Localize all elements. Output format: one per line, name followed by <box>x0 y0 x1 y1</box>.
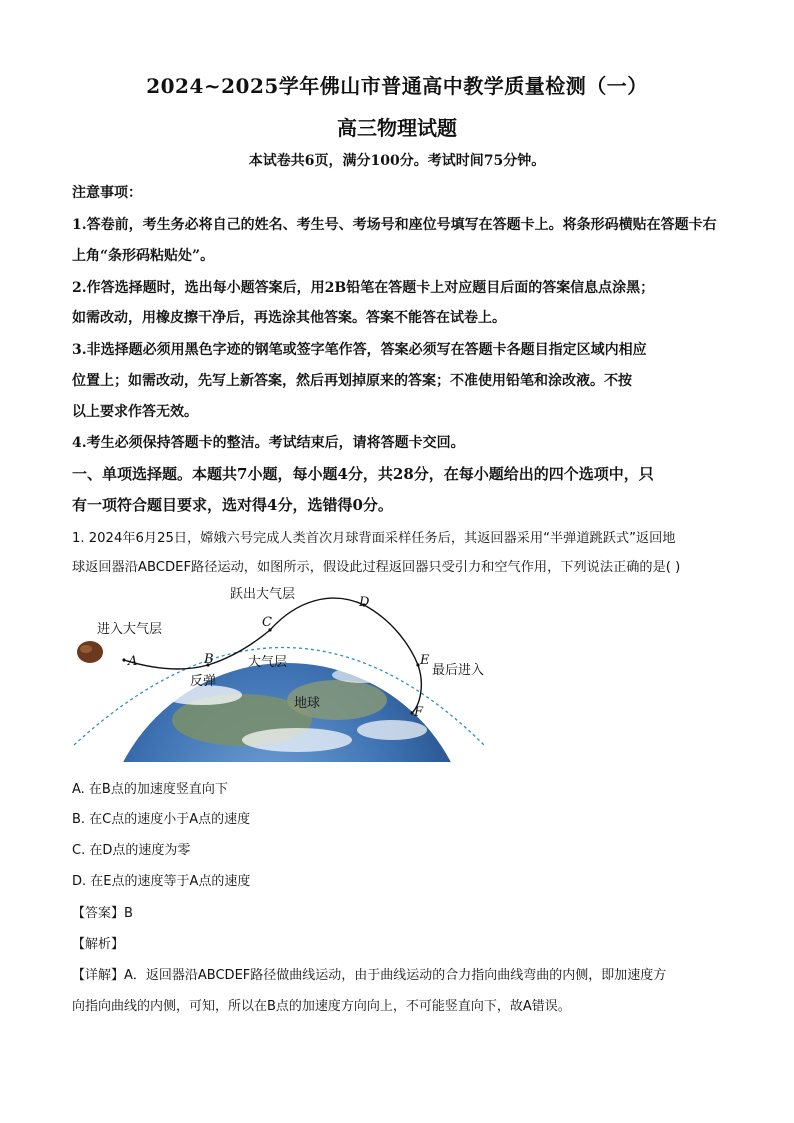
label-earth: 地球 <box>294 696 321 711</box>
exam-title: 2024~2025学年佛山市普通高中教学质量检测（一） <box>146 74 648 98</box>
notice-line: 上角“条形码粘贴处”。 <box>72 248 215 264</box>
notice-line: 2.作答选择题时，选出每小题答案后，用2B铅笔在答题卡上对应题目后面的答案信息点涂黑； <box>72 280 655 296</box>
notice-line: 以上要求作答无效。 <box>72 404 198 420</box>
point-label-f: F <box>414 705 424 720</box>
section-heading: 一、单项选择题。本题共7小题，每小题4分，共28分，在每小题给出的四个选项中，只 <box>72 465 654 483</box>
notice-line: 如需改动，用橡皮擦干净后，再选涂其他答案。答案不能答在试卷上。 <box>72 310 506 326</box>
exam-info: 本试卷共6页，满分100分。考试时间75分钟。 <box>248 153 546 169</box>
question-stem: 1. 2024年6月25日，嫦娥六号完成人类首次月球背面采样任务后，其返回器采用“半弹道跳跃式”返回地 <box>72 531 676 546</box>
notice-heading: 注意事项： <box>72 185 142 201</box>
point-label-e: E <box>420 653 430 668</box>
option-b: B. 在C点的速度小于A点的速度 <box>72 812 251 827</box>
capsule-icon <box>77 641 103 663</box>
option-c: C. 在D点的速度为零 <box>72 843 191 858</box>
cloud <box>242 728 352 752</box>
label-rebound: 反弹 <box>190 674 217 689</box>
label-final-enter: 最后进入 <box>432 663 485 678</box>
subject-title: 高三物理试题 <box>337 116 457 140</box>
section-heading: 有一项符合题目要求，选对得4分，选错得0分。 <box>72 496 393 514</box>
notice-line: 位置上；如需改动，先写上新答案，然后再划掉原来的答案；不准使用铅笔和涂改液。不按 <box>72 373 632 389</box>
notice-line: 1.答卷前，考生务必将自己的姓名、考生号、考场号和座位号填写在答题卡上。将条形码横贴在答题卡右 <box>72 217 717 233</box>
point-a-dot <box>122 658 125 661</box>
question-stem: 球返回器沿ABCDEF路径运动，如图所示，假设此过程返回器只受引力和空气作用，下列说法正确的是( ) <box>72 560 681 575</box>
detail-line: 向指向曲线的内侧，可知，所以在B点的加速度方向向上，不可能竖直向下，故A错误。 <box>72 999 571 1014</box>
label-jump-out: 跃出大气层 <box>230 587 296 602</box>
point-label-c: C <box>262 615 272 630</box>
notice-line: 4.考生必须保持答题卡的整洁。考试结束后，请将答题卡交回。 <box>72 435 465 451</box>
trajectory-figure <box>72 580 502 765</box>
point-label-a: A <box>128 654 138 669</box>
point-label-d: D <box>359 595 370 610</box>
point-label-b: B <box>204 652 214 667</box>
option-d: D. 在E点的速度等于A点的速度 <box>72 874 251 889</box>
answer-line: 【答案】B <box>72 906 133 921</box>
detail-line: 【详解】A．返回器沿ABCDEF路径做曲线运动，由于曲线运动的合力指向曲线弯曲的内侧，即加速度方 <box>72 968 667 983</box>
label-enter-atmosphere: 进入大气层 <box>97 622 163 637</box>
notice-line: 3.非选择题必须用黑色字迹的钢笔或签字笔作答，答案必须写在答题卡各题目指定区域内相应 <box>72 342 647 358</box>
cloud <box>357 720 427 740</box>
cloud <box>332 667 392 683</box>
label-atmosphere: 大气层 <box>248 655 288 670</box>
option-a: A. 在B点的加速度竖直向下 <box>72 782 228 797</box>
analysis-heading: 【解析】 <box>72 937 125 952</box>
